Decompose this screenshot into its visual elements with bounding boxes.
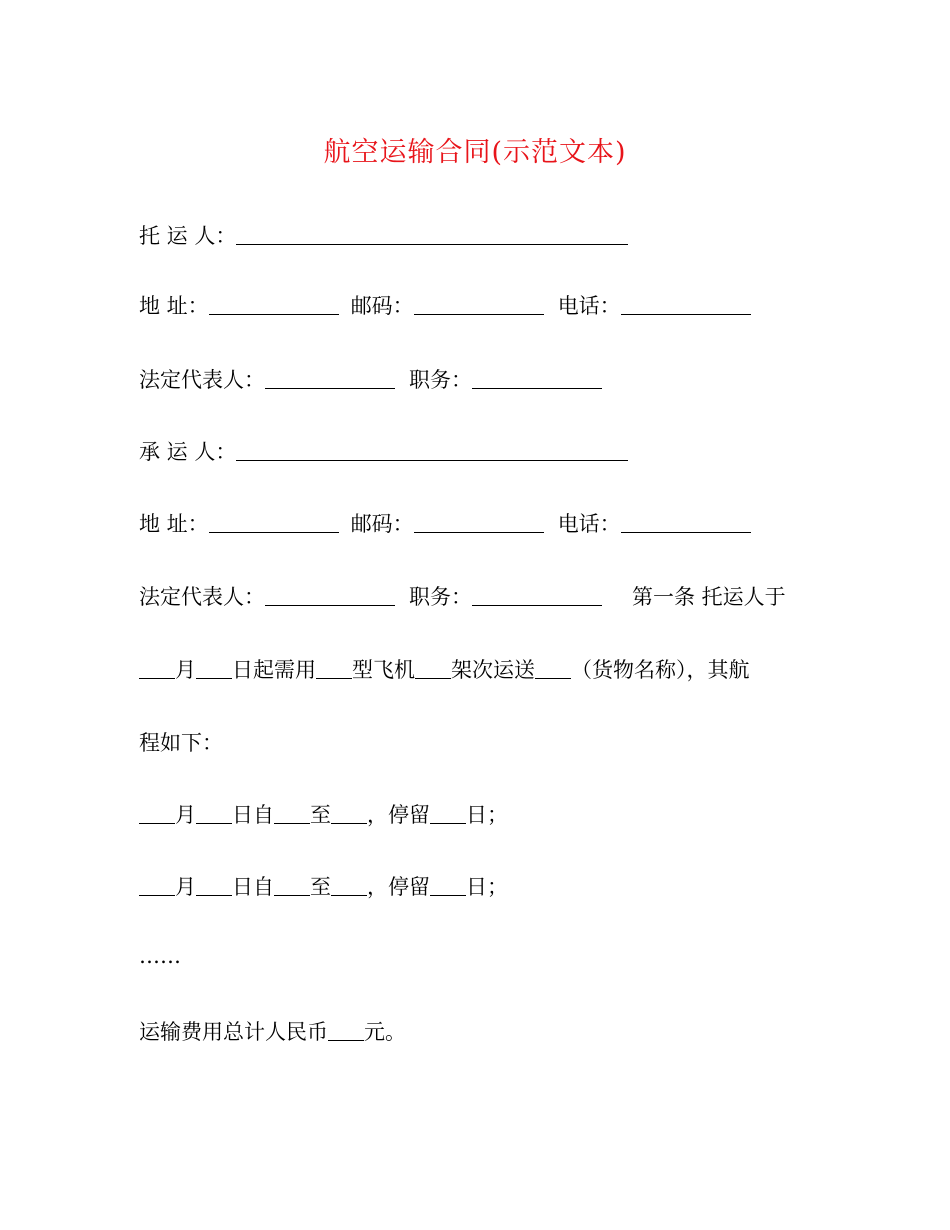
shipper-phone-label: 电话：	[557, 294, 621, 318]
carrier-phone-blank[interactable]	[621, 512, 751, 533]
carrier-postcode-blank[interactable]	[414, 512, 544, 533]
route-line-1	[139, 801, 508, 829]
route1-origin-blank[interactable]	[274, 803, 310, 824]
route1-day-blank[interactable]	[196, 803, 232, 824]
route1-stay-label: ，停留	[367, 803, 430, 827]
carrier-position-blank[interactable]	[472, 585, 602, 606]
route2-month-blank[interactable]	[139, 875, 175, 896]
shipper-rep-line	[139, 366, 602, 394]
route2-origin-blank[interactable]	[274, 875, 310, 896]
carrier-rep-line	[139, 583, 786, 611]
fee-line	[139, 1018, 406, 1046]
carrier-line	[139, 438, 628, 466]
document-title: 航空运输合同(示范文本)	[323, 137, 627, 168]
carrier-phone-label: 电话：	[557, 512, 621, 536]
shipper-label: 托 运 人：	[139, 224, 237, 248]
ellipsis: ……	[139, 944, 181, 968]
shipper-address-label: 地 址：	[139, 294, 209, 318]
carrier-legal-rep-label: 法定代表人：	[139, 585, 265, 609]
shipper-address-blank[interactable]	[209, 294, 339, 315]
article1-line2: 程如下：	[139, 731, 223, 755]
article1-heading: 第一条 托运人于	[632, 585, 786, 609]
shipper-name-blank[interactable]	[236, 224, 628, 245]
start-day-blank[interactable]	[196, 658, 232, 679]
carrier-legal-rep-blank[interactable]	[265, 585, 395, 606]
shipper-line	[139, 222, 628, 250]
route2-to-label: 至	[310, 875, 331, 899]
route2-stay-days-blank[interactable]	[430, 875, 466, 896]
route-line-2	[139, 873, 508, 901]
month-label: 月	[175, 658, 196, 682]
shipper-legal-rep-label: 法定代表人：	[139, 368, 265, 392]
shipper-position-label: 职务：	[409, 368, 472, 392]
goods-label: （货物名称），其航	[571, 658, 750, 682]
aircraft-model-label: 型飞机	[352, 658, 415, 682]
route1-month-label: 月	[175, 803, 196, 827]
shipper-phone-blank[interactable]	[621, 294, 751, 315]
route1-to-label: 至	[310, 803, 331, 827]
day-from-label: 日起需用	[232, 658, 316, 682]
carrier-name-blank[interactable]	[236, 440, 628, 461]
carrier-address-label: 地 址：	[139, 512, 209, 536]
sorties-blank[interactable]	[415, 658, 451, 679]
route2-day-blank[interactable]	[196, 875, 232, 896]
route2-month-label: 月	[175, 875, 196, 899]
shipper-position-blank[interactable]	[472, 368, 602, 389]
article1-line1	[139, 656, 750, 684]
route2-stay-label: ，停留	[367, 875, 430, 899]
sorties-label: 架次运送	[451, 658, 535, 682]
shipper-legal-rep-blank[interactable]	[265, 368, 395, 389]
aircraft-model-blank[interactable]	[316, 658, 352, 679]
carrier-position-label: 职务：	[409, 585, 472, 609]
shipper-postcode-label: 邮码：	[350, 294, 414, 318]
shipper-postcode-blank[interactable]	[414, 294, 544, 315]
route2-from-label: 日自	[232, 875, 274, 899]
carrier-label: 承 运 人：	[139, 440, 237, 464]
fee-prefix: 运输费用总计人民币	[139, 1020, 328, 1044]
route1-days-label: 日；	[466, 803, 508, 827]
route2-days-label: 日；	[466, 875, 508, 899]
carrier-postcode-label: 邮码：	[350, 512, 414, 536]
route1-stay-days-blank[interactable]	[430, 803, 466, 824]
route1-from-label: 日自	[232, 803, 274, 827]
fee-amount-blank[interactable]	[328, 1020, 364, 1041]
route2-destination-blank[interactable]	[331, 875, 367, 896]
route1-destination-blank[interactable]	[331, 803, 367, 824]
route1-month-blank[interactable]	[139, 803, 175, 824]
fee-suffix: 元。	[364, 1020, 406, 1044]
carrier-address-blank[interactable]	[209, 512, 339, 533]
shipper-contact-line	[139, 292, 751, 320]
start-month-blank[interactable]	[139, 658, 175, 679]
goods-name-blank[interactable]	[535, 658, 571, 679]
carrier-contact-line	[139, 510, 751, 538]
